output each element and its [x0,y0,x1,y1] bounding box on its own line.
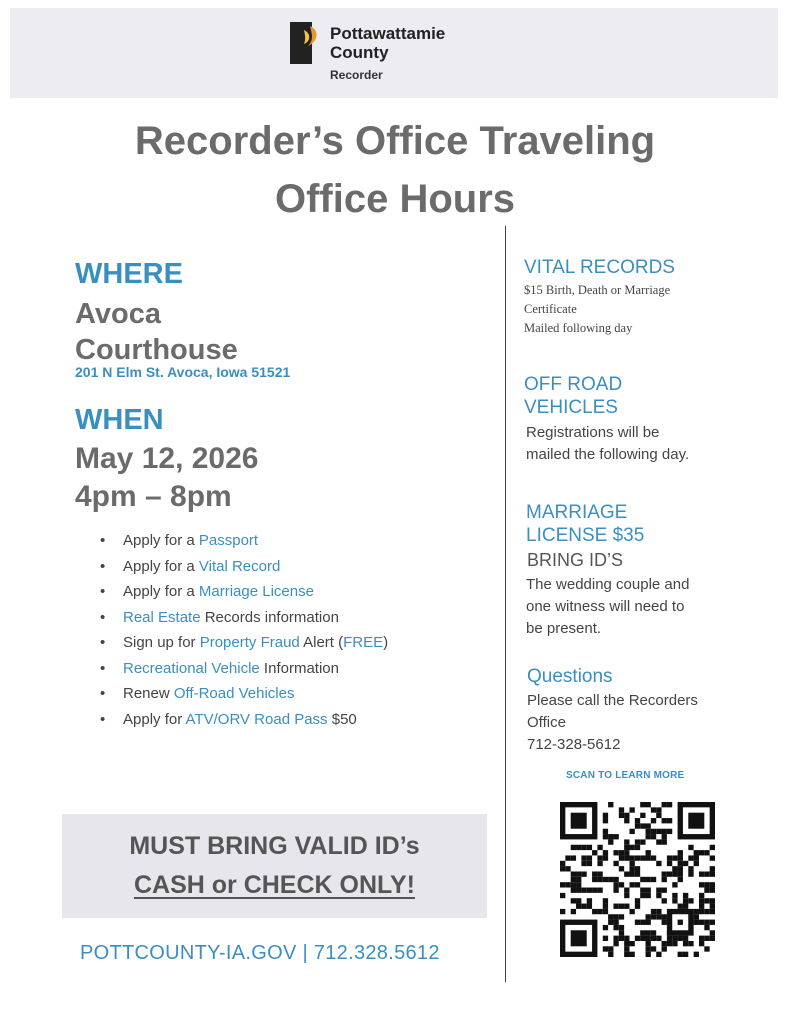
off-road-heading: OFF ROAD VEHICLES [524,374,623,418]
location-name: Avoca Courthouse [75,298,238,366]
list-item: • Apply for a Passport [100,528,388,554]
list-item: • Apply for a Vital Record [100,554,388,580]
phone-number: 712-328-5612 [527,736,621,753]
event-datetime [75,440,258,516]
qr-code-icon[interactable] [560,802,715,957]
county-logo-icon [290,18,324,64]
footer-contact: POTTCOUNTY-IA.GOV | 712.328.5612 [80,942,440,964]
questions-details: Please call the Recorders Office 712-328-5612 [527,690,698,756]
list-item: • Apply for ATV/ORV Road Pass $50 [100,707,388,733]
vital-records-details: $15 Birth, Death or Marriage Certificate Mailed following day [524,283,671,335]
where-heading: WHERE [75,258,183,290]
notice-id: MUST BRING VALID ID’s [129,832,420,860]
questions-heading: Questions [527,666,613,687]
notice-payment: CASH or CHECK ONLY! [133,871,416,899]
page-title: Recorder’s Office Traveling Office Hours [134,119,656,221]
services-list [100,528,388,732]
logo-name: Pottawattamie County [330,24,446,62]
off-road-details: Registrations will be mailed the following day. [526,424,690,463]
event-time: 4pm – 8pm [75,480,232,513]
vital-records-heading: VITAL RECORDS [524,257,675,278]
when-heading: WHEN [75,404,164,436]
list-item: • Recreational Vehicle Information [100,656,388,682]
column-divider [505,226,506,982]
list-item: • Sign up for Property Fraud Alert (FREE) [100,630,388,656]
location-address: 201 N Elm St. Avoca, Iowa 51521 [75,364,291,380]
logo-subtitle: Recorder [330,68,383,82]
notice-box [62,814,487,918]
bring-id-note: BRING ID’S [527,550,624,570]
marriage-license-details: The wedding couple and one witness will need to be present. [526,576,690,637]
event-date: May 12, 2026 [75,442,259,475]
county-logo [290,18,490,88]
list-item: • Real Estate Records information [100,605,388,631]
marriage-license-heading: MARRIAGE LICENSE $35 [526,502,645,546]
scan-label: SCAN TO LEARN MORE [566,770,685,781]
list-item: • Apply for a Marriage License [100,579,388,605]
list-item: • Renew Off-Road Vehicles [100,681,388,707]
